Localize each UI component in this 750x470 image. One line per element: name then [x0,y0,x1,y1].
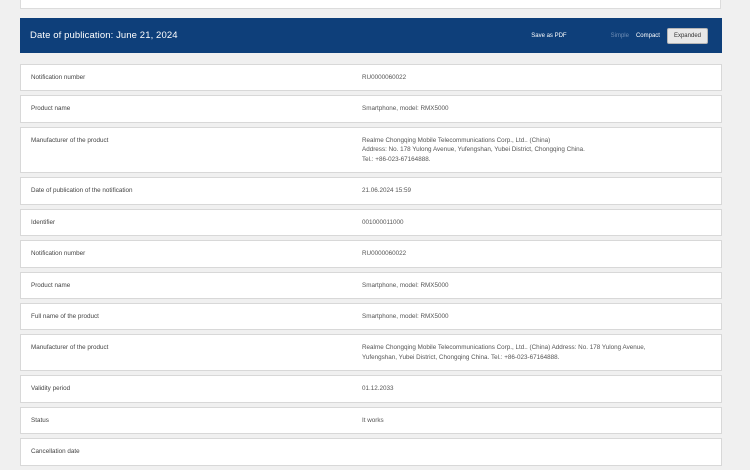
details-list [20,64,722,470]
detail-row [20,303,722,330]
detail-value: Smartphone, model: RMX5000 [362,281,449,289]
detail-label: Cancellation date [31,448,80,456]
detail-label: Full name of the product [31,312,99,320]
publication-header [20,18,722,53]
view-simple-button[interactable]: Simple [610,32,629,39]
detail-row [20,272,722,299]
detail-value: 001000011000 [362,218,404,226]
detail-value: 01.12.2033 [362,385,394,393]
save-as-pdf-link[interactable]: Save as PDF [531,32,567,39]
detail-value: Smartphone, model: RMX5000 [362,105,449,113]
previous-card-bottom [20,0,721,9]
detail-value: It works [362,416,384,424]
detail-label: Manufacturer of the product [31,136,109,144]
detail-row [20,64,722,91]
detail-label: Identifier [31,218,56,226]
detail-value: Realme Chongqing Mobile Telecommunications Corp., Ltd.. (China) Address: No. 178 Yulong Avenue, Yufengshan, Yubei District, Chongqing China. Tel.: +86-023-67164888. [362,136,585,163]
detail-label: Status [31,416,49,424]
detail-value: RU0000060022 [362,250,407,258]
detail-value [362,447,711,456]
detail-value: Smartphone, model: RMX5000 [362,312,449,320]
detail-row [20,127,722,173]
view-expanded-button[interactable]: Expanded [667,28,708,44]
view-compact-button[interactable]: Compact [635,32,660,39]
detail-value: RU0000060022 [362,74,407,81]
detail-row [20,407,722,434]
detail-label: Product name [31,105,71,113]
detail-label: Notification number [31,250,86,258]
detail-row [20,95,722,122]
detail-label: Notification number [31,74,86,81]
header-controls [531,28,712,44]
detail-row [20,438,722,465]
detail-value: Realme Chongqing Mobile Telecommunications Corp., Ltd.. (China) Address: No. 178 Yulong Avenue, Yufengshan, Yubei District, Chongqing China. Tel.: +86-023-67164888. [362,344,646,361]
detail-row [20,375,722,402]
detail-label: Product name [31,281,71,289]
detail-row [20,177,722,204]
publication-date-title: Date of publication: June 21, 2024 [30,30,178,41]
detail-row [20,209,722,236]
detail-label: Manufacturer of the product [31,344,109,352]
detail-label: Validity period [31,385,71,393]
detail-value: 21.06.2024 15:59 [362,187,412,195]
detail-label: Date of publication of the notification [31,187,133,195]
detail-row [20,240,722,267]
detail-row [20,334,722,371]
